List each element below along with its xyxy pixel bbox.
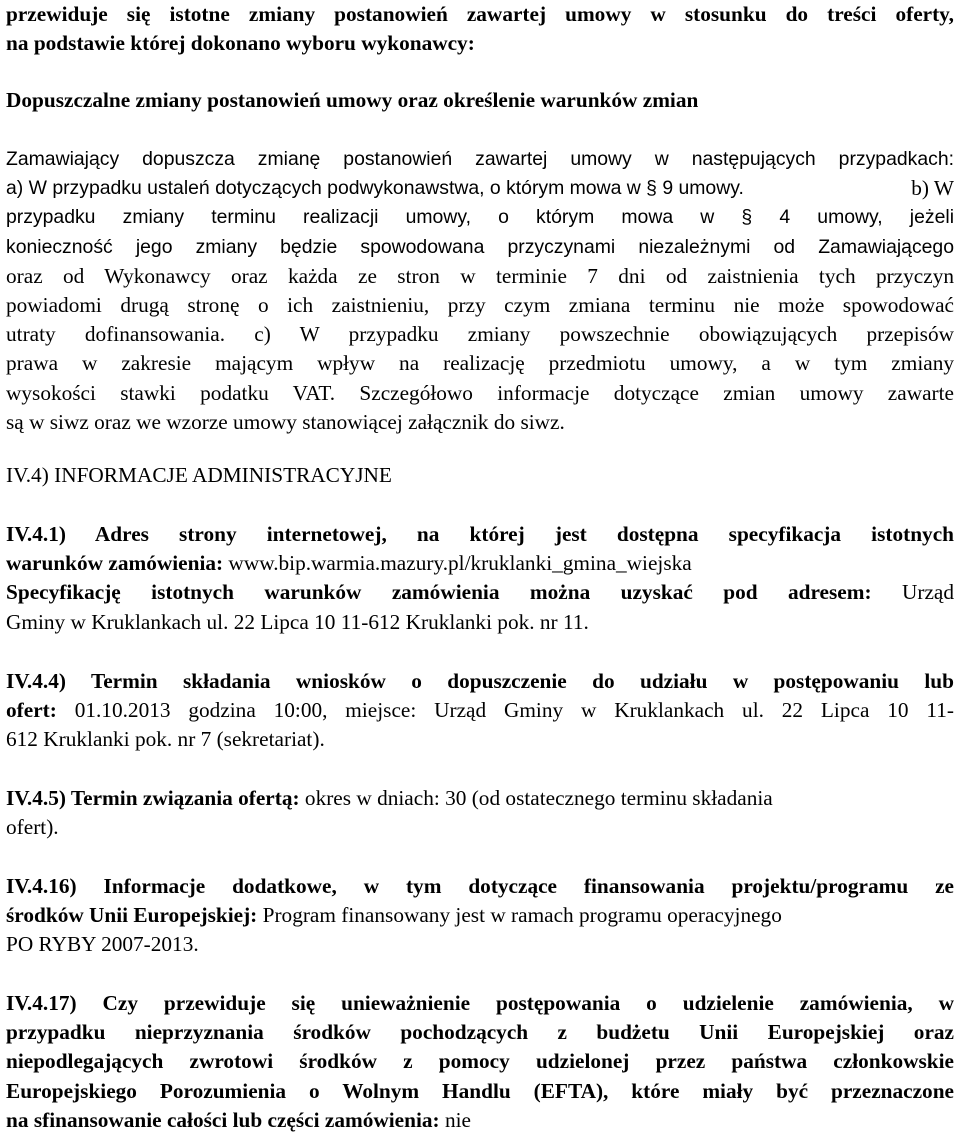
- iv416-label: IV.4.16) Informacje dodatkowe, w tym dotyczące finansowania projektu/programu ze: [6, 874, 954, 898]
- iv417-value: nie: [439, 1107, 471, 1132]
- intro-paragraph: [6, 0, 954, 58]
- intro-line: przewiduje się istotne zmiany postanowień zawartej umowy w stosunku do treści oferty,: [6, 2, 954, 26]
- changes-line: są w siwz oraz we wzorze umowy stanowiącej załącznik do siwz.: [6, 409, 565, 434]
- changes-line: a) W przypadku ustaleń dotyczących podwykonawstwa, o którym mowa w § 9 umowy. b) W: [6, 176, 954, 201]
- iv417-label: przypadku nieprzyznania środków pochodzących z budżetu Unii Europejskiej oraz: [6, 1020, 954, 1045]
- iv41-label: IV.4.1) Adres strony internetowej, na której jest dostępna specyfikacja istotnych: [6, 522, 954, 546]
- iv44-label: IV.4.4) Termin składania wniosków o dopuszczenie do udziału w postępowaniu lub: [6, 669, 954, 693]
- iv416-value: Program finansowany jest w ramach programu operacyjnego: [257, 903, 782, 928]
- changes-paragraph: [6, 145, 954, 437]
- iv417-label: IV.4.17) Czy przewiduje się unieważnienie postępowania o udzielenie zamówienia, w: [6, 991, 954, 1015]
- iv417-label: na sfinansowanie całości lub części zamówienia:: [6, 1107, 440, 1132]
- iv44-label: ofert:: [6, 698, 57, 723]
- iv44-value: 01.10.2013 godzina 10:00, miejsce: Urząd Gminy w Kruklankach ul. 22 Lipca 10 11-: [56, 698, 954, 723]
- iv41-spec-label: Specyfikację istotnych warunków zamówienia można uzyskać pod adresem:: [6, 580, 872, 605]
- changes-line: prawa w zakresie mającym wpływ na realizację przedmiotu umowy, a w tym zmiany: [6, 351, 954, 376]
- iv417-block: [6, 989, 954, 1135]
- iv41-url: www.bip.warmia.mazury.pl/kruklanki_gmina_wiejska: [223, 551, 692, 576]
- iv44-value: 612 Kruklanki pok. nr 7 (sekretariat).: [6, 727, 325, 752]
- iv45-value: okres w dniach: 30 (od ostatecznego terminu składania: [299, 786, 773, 810]
- changes-line: wysokości stawki podatku VAT. Szczegółowo informacje dotyczące zmian umowy zawarte: [6, 380, 954, 405]
- changes-line: konieczność jego zmiany będzie spowodowana przyczynami niezależnymi od Zamawiającego: [6, 235, 954, 258]
- changes-heading: Dopuszczalne zmiany postanowień umowy oraz określenie warunków zmian: [6, 88, 699, 112]
- iv416-block: [6, 872, 954, 960]
- iv41-spec-value: Gminy w Kruklankach ul. 22 Lipca 10 11-612 Kruklanki pok. nr 11.: [6, 609, 589, 634]
- iv45-value: ofert).: [6, 815, 59, 840]
- intro-line: na podstawie której dokonano wyboru wykonawcy:: [6, 31, 475, 56]
- iv417-label: Europejskiego Porozumienia o Wolnym Handlu (EFTA), które miały być przeznaczone: [6, 1078, 954, 1103]
- changes-line: oraz od Wykonawcy oraz każda ze stron w terminie 7 dni od zaistnienia tych przyczyn: [6, 263, 954, 288]
- iv416-value: PO RYBY 2007-2013.: [6, 932, 199, 957]
- iv417-label: niepodlegających zwrotowi środków z pomocy udzielonej przez państwa członkowskie: [6, 1049, 954, 1074]
- iv41-label: warunków zamówienia:: [6, 551, 224, 576]
- iv416-label: środków Unii Europejskiej:: [6, 903, 258, 928]
- iv45-block: [6, 784, 954, 842]
- changes-line: przypadku zmiany terminu realizacji umowy, o którym mowa w § 4 umowy, jeżeli: [6, 206, 954, 229]
- section-heading: IV.4) INFORMACJE ADMINISTRACYJNE: [6, 463, 392, 487]
- changes-line: Zamawiający dopuszcza zmianę postanowień zawartej umowy w następujących przypadkach:: [6, 148, 954, 170]
- changes-line: powiadomi drugą stronę o ich zaistnieniu, przy czym zmiana terminu nie może spowodować: [6, 293, 954, 318]
- changes-line: utraty dofinansowania. c) W przypadku zmiany powszechnie obowiązujących przepisów: [6, 322, 954, 347]
- iv41-spec-value: Urząd: [871, 580, 954, 605]
- iv45-label: IV.4.5) Termin związania ofertą:: [6, 786, 300, 810]
- iv41-block: [6, 520, 954, 637]
- iv44-block: [6, 667, 954, 755]
